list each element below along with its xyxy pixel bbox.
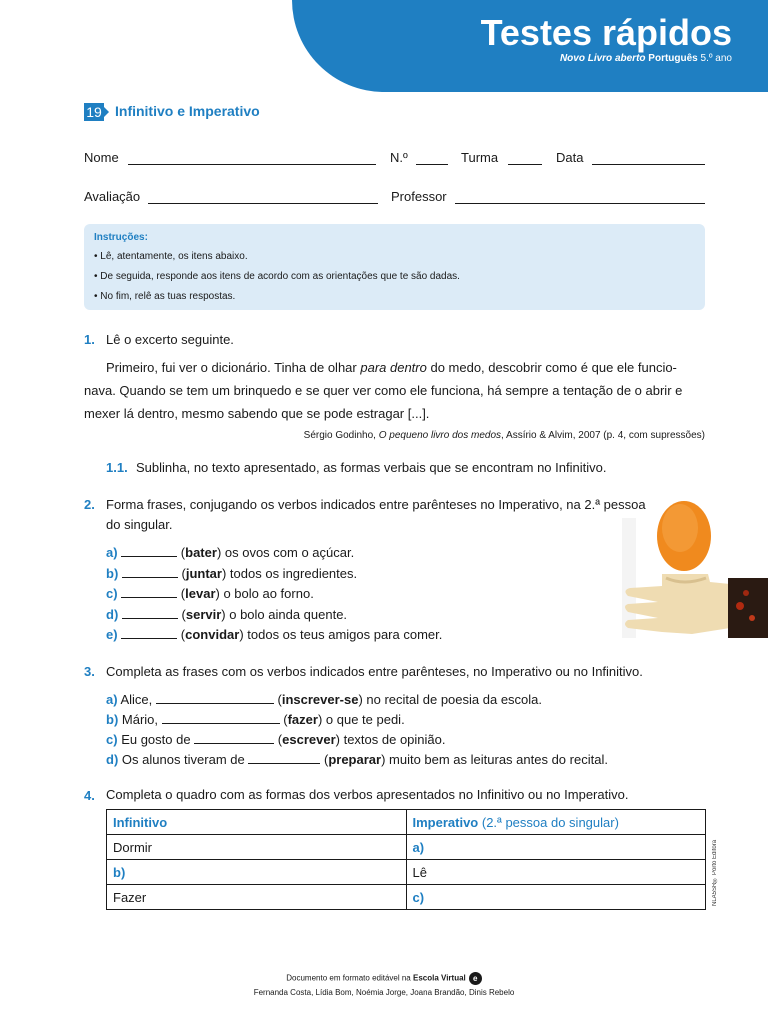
instruction-item: • No fim, relê as tuas respostas. bbox=[94, 291, 236, 302]
field-label-professor: Professor bbox=[391, 189, 447, 204]
item-text: ) os ovos com o açúcar. bbox=[216, 545, 355, 560]
question-1-1-text: Sublinha, no texto apresentado, as formas verbais que se encontram no Infinitivo. bbox=[136, 460, 607, 475]
item-label: c) bbox=[106, 586, 118, 601]
item-text: ) no recital de poesia da escola. bbox=[358, 692, 543, 707]
q2-item-b: b) (juntar) todos os ingredientes. bbox=[106, 566, 358, 581]
field-label-nome: Nome bbox=[84, 150, 119, 165]
numero-line[interactable] bbox=[416, 164, 448, 165]
verb: juntar bbox=[185, 566, 222, 581]
data-line[interactable] bbox=[592, 164, 705, 165]
sleeve-pattern bbox=[743, 590, 749, 596]
topic-title: Infinitivo e Imperativo bbox=[115, 103, 260, 119]
q3-item-d: d) Os alunos tiveram de (preparar) muito bem as leituras antes do recital. bbox=[106, 752, 608, 767]
verb: inscrever-se bbox=[281, 692, 359, 707]
verb: escrever bbox=[282, 732, 336, 747]
q3-item-b: b) Mário, (fazer) o que te pedi. bbox=[106, 712, 405, 727]
q3-item-a: a) Alice, (inscrever-se) no recital de poesia da escola. bbox=[106, 692, 543, 707]
field-label-numero: N.º bbox=[390, 150, 408, 165]
table-cell-answer[interactable]: a) bbox=[406, 835, 706, 860]
question-2-number: 2. bbox=[84, 497, 95, 512]
item-text: ) muito bem as leituras antes do recital. bbox=[381, 752, 608, 767]
answer-blank[interactable] bbox=[156, 692, 274, 704]
field-label-turma: Turma bbox=[461, 150, 499, 165]
excerpt-line-2: nava. Quando se tem um brinquedo e se quer ver como ele funciona, há sempre a tentação de o abrir e bbox=[84, 383, 683, 398]
instructions-box bbox=[84, 224, 705, 310]
subtitle-grade: 5.º ano bbox=[700, 53, 732, 64]
instructions-title: Instruções: bbox=[94, 232, 148, 243]
item-label: c) bbox=[106, 732, 118, 747]
answer-blank[interactable] bbox=[122, 607, 178, 619]
question-2-prompt-line-1: Forma frases, conjugando os verbos indicados entre parênteses no Imperativo, na 2.ª pessoa bbox=[106, 497, 646, 512]
nome-line[interactable] bbox=[128, 164, 376, 165]
sleeve-icon bbox=[728, 578, 768, 638]
verb: servir bbox=[185, 607, 222, 622]
page-subtitle bbox=[560, 53, 732, 64]
source-author: Sérgio Godinho, bbox=[303, 430, 379, 441]
excerpt-text: Primeiro, fui ver o dicionário. Tinha de olhar bbox=[106, 360, 361, 375]
item-label: e) bbox=[106, 627, 118, 642]
topic-number: 19 bbox=[84, 103, 104, 121]
answer-blank[interactable] bbox=[162, 712, 280, 724]
item-label: d) bbox=[106, 752, 119, 767]
item-label: d) bbox=[106, 607, 119, 622]
excerpt-text: do medo, descobrir como é que ele funcio- bbox=[426, 360, 677, 375]
excerpt-italic: para dentro bbox=[360, 360, 427, 375]
table-cell: Fazer bbox=[107, 885, 407, 910]
question-2-prompt-line-2: do singular. bbox=[106, 517, 173, 532]
source-book: O pequeno livro dos medos bbox=[378, 430, 502, 441]
escola-virtual-icon: e bbox=[469, 972, 482, 985]
side-code: NLA5SR® Porto Editora bbox=[712, 839, 718, 906]
question-4-number: 4. bbox=[84, 788, 95, 803]
verb: bater bbox=[185, 545, 217, 560]
field-label-avaliacao: Avaliação bbox=[84, 189, 141, 204]
table-cell: Lê bbox=[406, 860, 706, 885]
item-text: Mário, bbox=[121, 712, 162, 727]
question-4-prompt: Completa o quadro com as formas dos verbos apresentados no Infinitivo ou no Imperativo. bbox=[106, 787, 629, 802]
item-label: a) bbox=[106, 692, 118, 707]
excerpt-line-1 bbox=[106, 356, 677, 379]
subtitle-book: Novo Livro aberto bbox=[559, 53, 646, 64]
q2-item-e: e) (convidar) todos os teus amigos para comer. bbox=[106, 627, 443, 642]
q2-item-a: a) (bater) os ovos com o açúcar. bbox=[106, 545, 355, 560]
instruction-item: • De seguida, responde aos itens de acordo com as orientações que te são dadas. bbox=[94, 271, 460, 282]
answer-blank[interactable] bbox=[194, 732, 274, 744]
question-1-number: 1. bbox=[84, 332, 95, 347]
question-3-number: 3. bbox=[84, 664, 95, 679]
verb: levar bbox=[185, 586, 216, 601]
header-rest: (2.ª pessoa do singular) bbox=[478, 814, 619, 830]
answer-blank[interactable] bbox=[121, 627, 177, 639]
item-text: Alice, bbox=[120, 692, 156, 707]
item-text: ) o que te pedi. bbox=[317, 712, 405, 727]
table-cell-answer[interactable]: b) bbox=[107, 860, 407, 885]
item-text: ) textos de opinião. bbox=[335, 732, 446, 747]
item-text: Os alunos tiveram de bbox=[121, 752, 249, 767]
professor-line[interactable] bbox=[455, 203, 705, 204]
footer-brand: Escola Virtual bbox=[412, 973, 466, 983]
item-text: Eu gosto de bbox=[121, 732, 195, 747]
q2-item-d: d) (servir) o bolo ainda quente. bbox=[106, 607, 348, 622]
q3-item-c: c) Eu gosto de (escrever) textos de opinião. bbox=[106, 732, 446, 747]
item-label: b) bbox=[106, 712, 119, 727]
source-publisher: , Assírio & Alvim, 2007 (p. 4, com supressões) bbox=[501, 430, 705, 441]
item-text: ) todos os ingredientes. bbox=[221, 566, 358, 581]
question-3-prompt: Completa as frases com os verbos indicados entre parênteses, no Imperativo ou no Infinitivo. bbox=[106, 664, 643, 679]
answer-blank[interactable] bbox=[121, 586, 177, 598]
field-label-data: Data bbox=[556, 150, 584, 165]
table-row bbox=[107, 860, 706, 885]
hand-icon bbox=[625, 574, 730, 634]
sleeve-pattern bbox=[736, 602, 744, 610]
answer-blank[interactable] bbox=[122, 566, 178, 578]
egg-highlight bbox=[662, 504, 698, 552]
verb: convidar bbox=[185, 627, 240, 642]
table-header-infinitivo: Infinitivo bbox=[107, 810, 407, 835]
table-header-imperativo bbox=[406, 810, 706, 835]
table-row bbox=[107, 885, 706, 910]
answer-blank[interactable] bbox=[121, 545, 177, 557]
page-title: Testes rápidos bbox=[480, 12, 732, 53]
question-1-prompt: Lê o excerto seguinte. bbox=[106, 332, 234, 347]
verb-table bbox=[106, 809, 706, 910]
verb: preparar bbox=[328, 752, 382, 767]
hand-egg-illustration bbox=[622, 478, 768, 656]
avaliacao-line[interactable] bbox=[148, 203, 378, 204]
table-cell: Dormir bbox=[107, 835, 407, 860]
item-text: ) o bolo ao forno. bbox=[215, 586, 314, 601]
instruction-item: • Lê, atentamente, os itens abaixo. bbox=[94, 251, 248, 262]
excerpt-line-3: mexer lá dentro, mesmo sabendo que se pode estragar [...]. bbox=[84, 406, 430, 421]
table-header-row bbox=[107, 810, 706, 835]
item-label: a) bbox=[106, 545, 118, 560]
q2-item-c: c) (levar) o bolo ao forno. bbox=[106, 586, 314, 601]
footer-text: Documento em formato editável na bbox=[286, 973, 413, 983]
item-text: ) o bolo ainda quente. bbox=[221, 607, 348, 622]
sleeve-pattern bbox=[749, 615, 755, 621]
subtitle-subject: Português bbox=[648, 53, 698, 64]
footer-authors: Fernanda Costa, Lídia Bom, Noémia Jorge, Joana Brandão, Dinis Rebelo bbox=[253, 988, 515, 997]
item-text: ) todos os teus amigos para comer. bbox=[239, 627, 443, 642]
turma-line[interactable] bbox=[508, 164, 542, 165]
item-label: b) bbox=[106, 566, 119, 581]
footer-line-1 bbox=[0, 972, 768, 985]
question-1-1-number: 1.1. bbox=[106, 460, 128, 475]
verb: fazer bbox=[287, 712, 318, 727]
header-bold: Imperativo bbox=[412, 814, 479, 830]
table-cell-answer[interactable]: c) bbox=[406, 885, 706, 910]
excerpt-source bbox=[304, 430, 705, 441]
table-row bbox=[107, 835, 706, 860]
answer-blank[interactable] bbox=[248, 752, 320, 764]
